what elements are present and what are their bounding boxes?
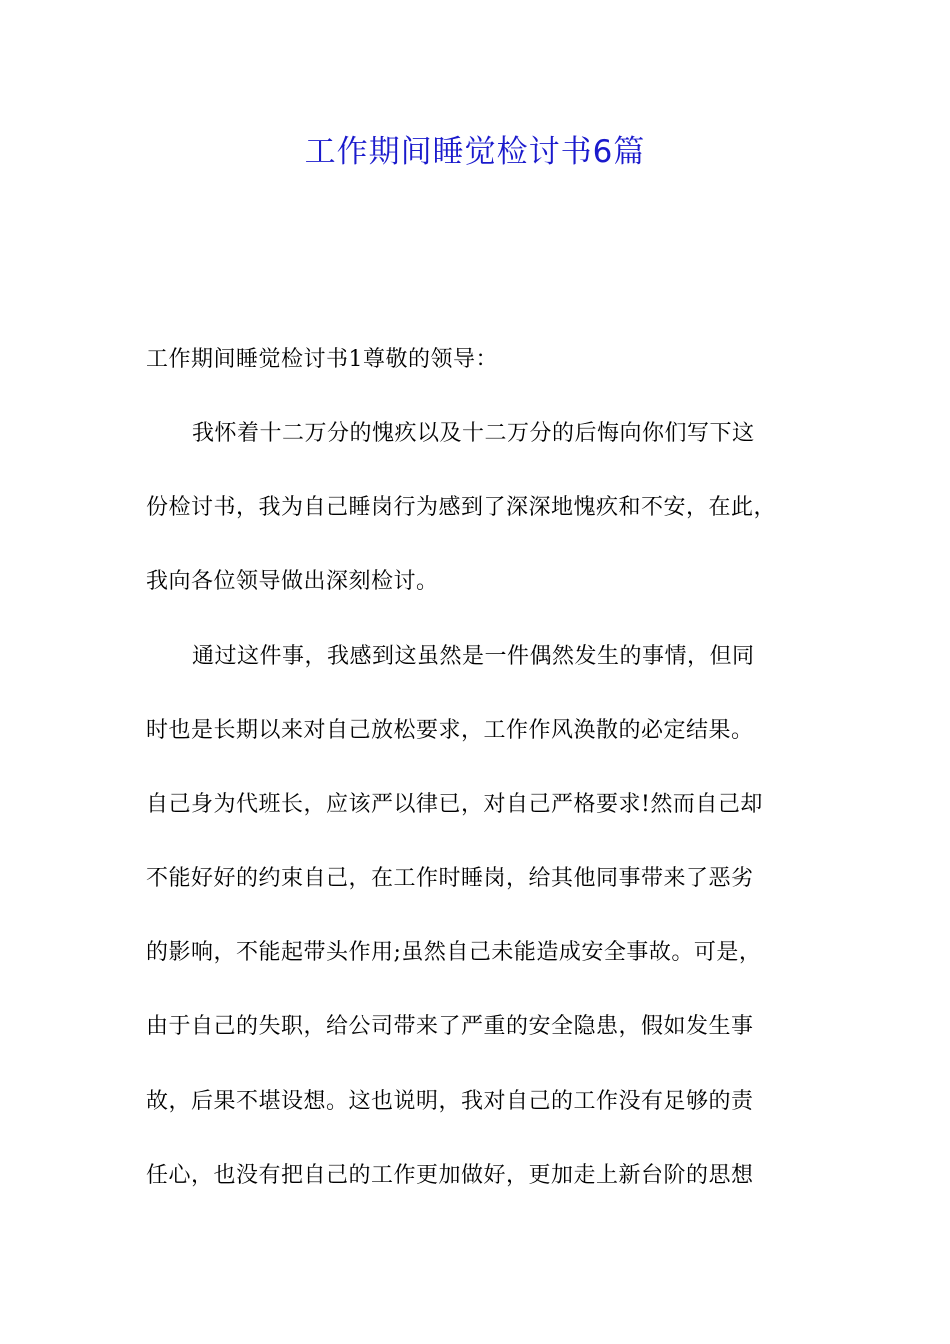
paragraph-line-8: 不能好好的约束自己，在工作时睡岗，给其他同事带来了恶劣 xyxy=(146,866,754,891)
paragraph-line-12: 任心，也没有把自己的工作更加做好，更加走上新台阶的思想 xyxy=(146,1163,754,1188)
paragraph-line-1: 工作期间睡觉检讨书1尊敬的领导： xyxy=(146,347,498,372)
paragraph-line-7: 自己身为代班长，应该严以律已，对自己严格要求!然而自己却 xyxy=(146,792,763,817)
paragraph-line-2: 我怀着十二万分的愧疚以及十二万分的后悔向你们写下这 xyxy=(192,421,755,446)
paragraph-line-4: 我向各位领导做出深刻检讨。 xyxy=(146,569,439,594)
paragraph-line-11: 故，后果不堪设想。这也说明，我对自己的工作没有足够的责 xyxy=(146,1089,754,1114)
paragraph-line-3: 份检讨书，我为自己睡岗行为感到了深深地愧疚和不安，在此， xyxy=(146,495,777,520)
paragraph-line-5: 通过这件事，我感到这虽然是一件偶然发生的事情，但同 xyxy=(192,644,755,669)
paragraph-line-10: 由于自己的失职，给公司带来了严重的安全隐患，假如发生事 xyxy=(146,1014,754,1039)
paragraph-line-6: 时也是长期以来对自己放松要求，工作作风涣散的必定结果。 xyxy=(146,718,754,743)
paragraph-line-9: 的影响，不能起带头作用;虽然自己未能造成安全事故。可是， xyxy=(146,940,762,965)
document-title: 工作期间睡觉检讨书6篇 xyxy=(304,134,646,170)
